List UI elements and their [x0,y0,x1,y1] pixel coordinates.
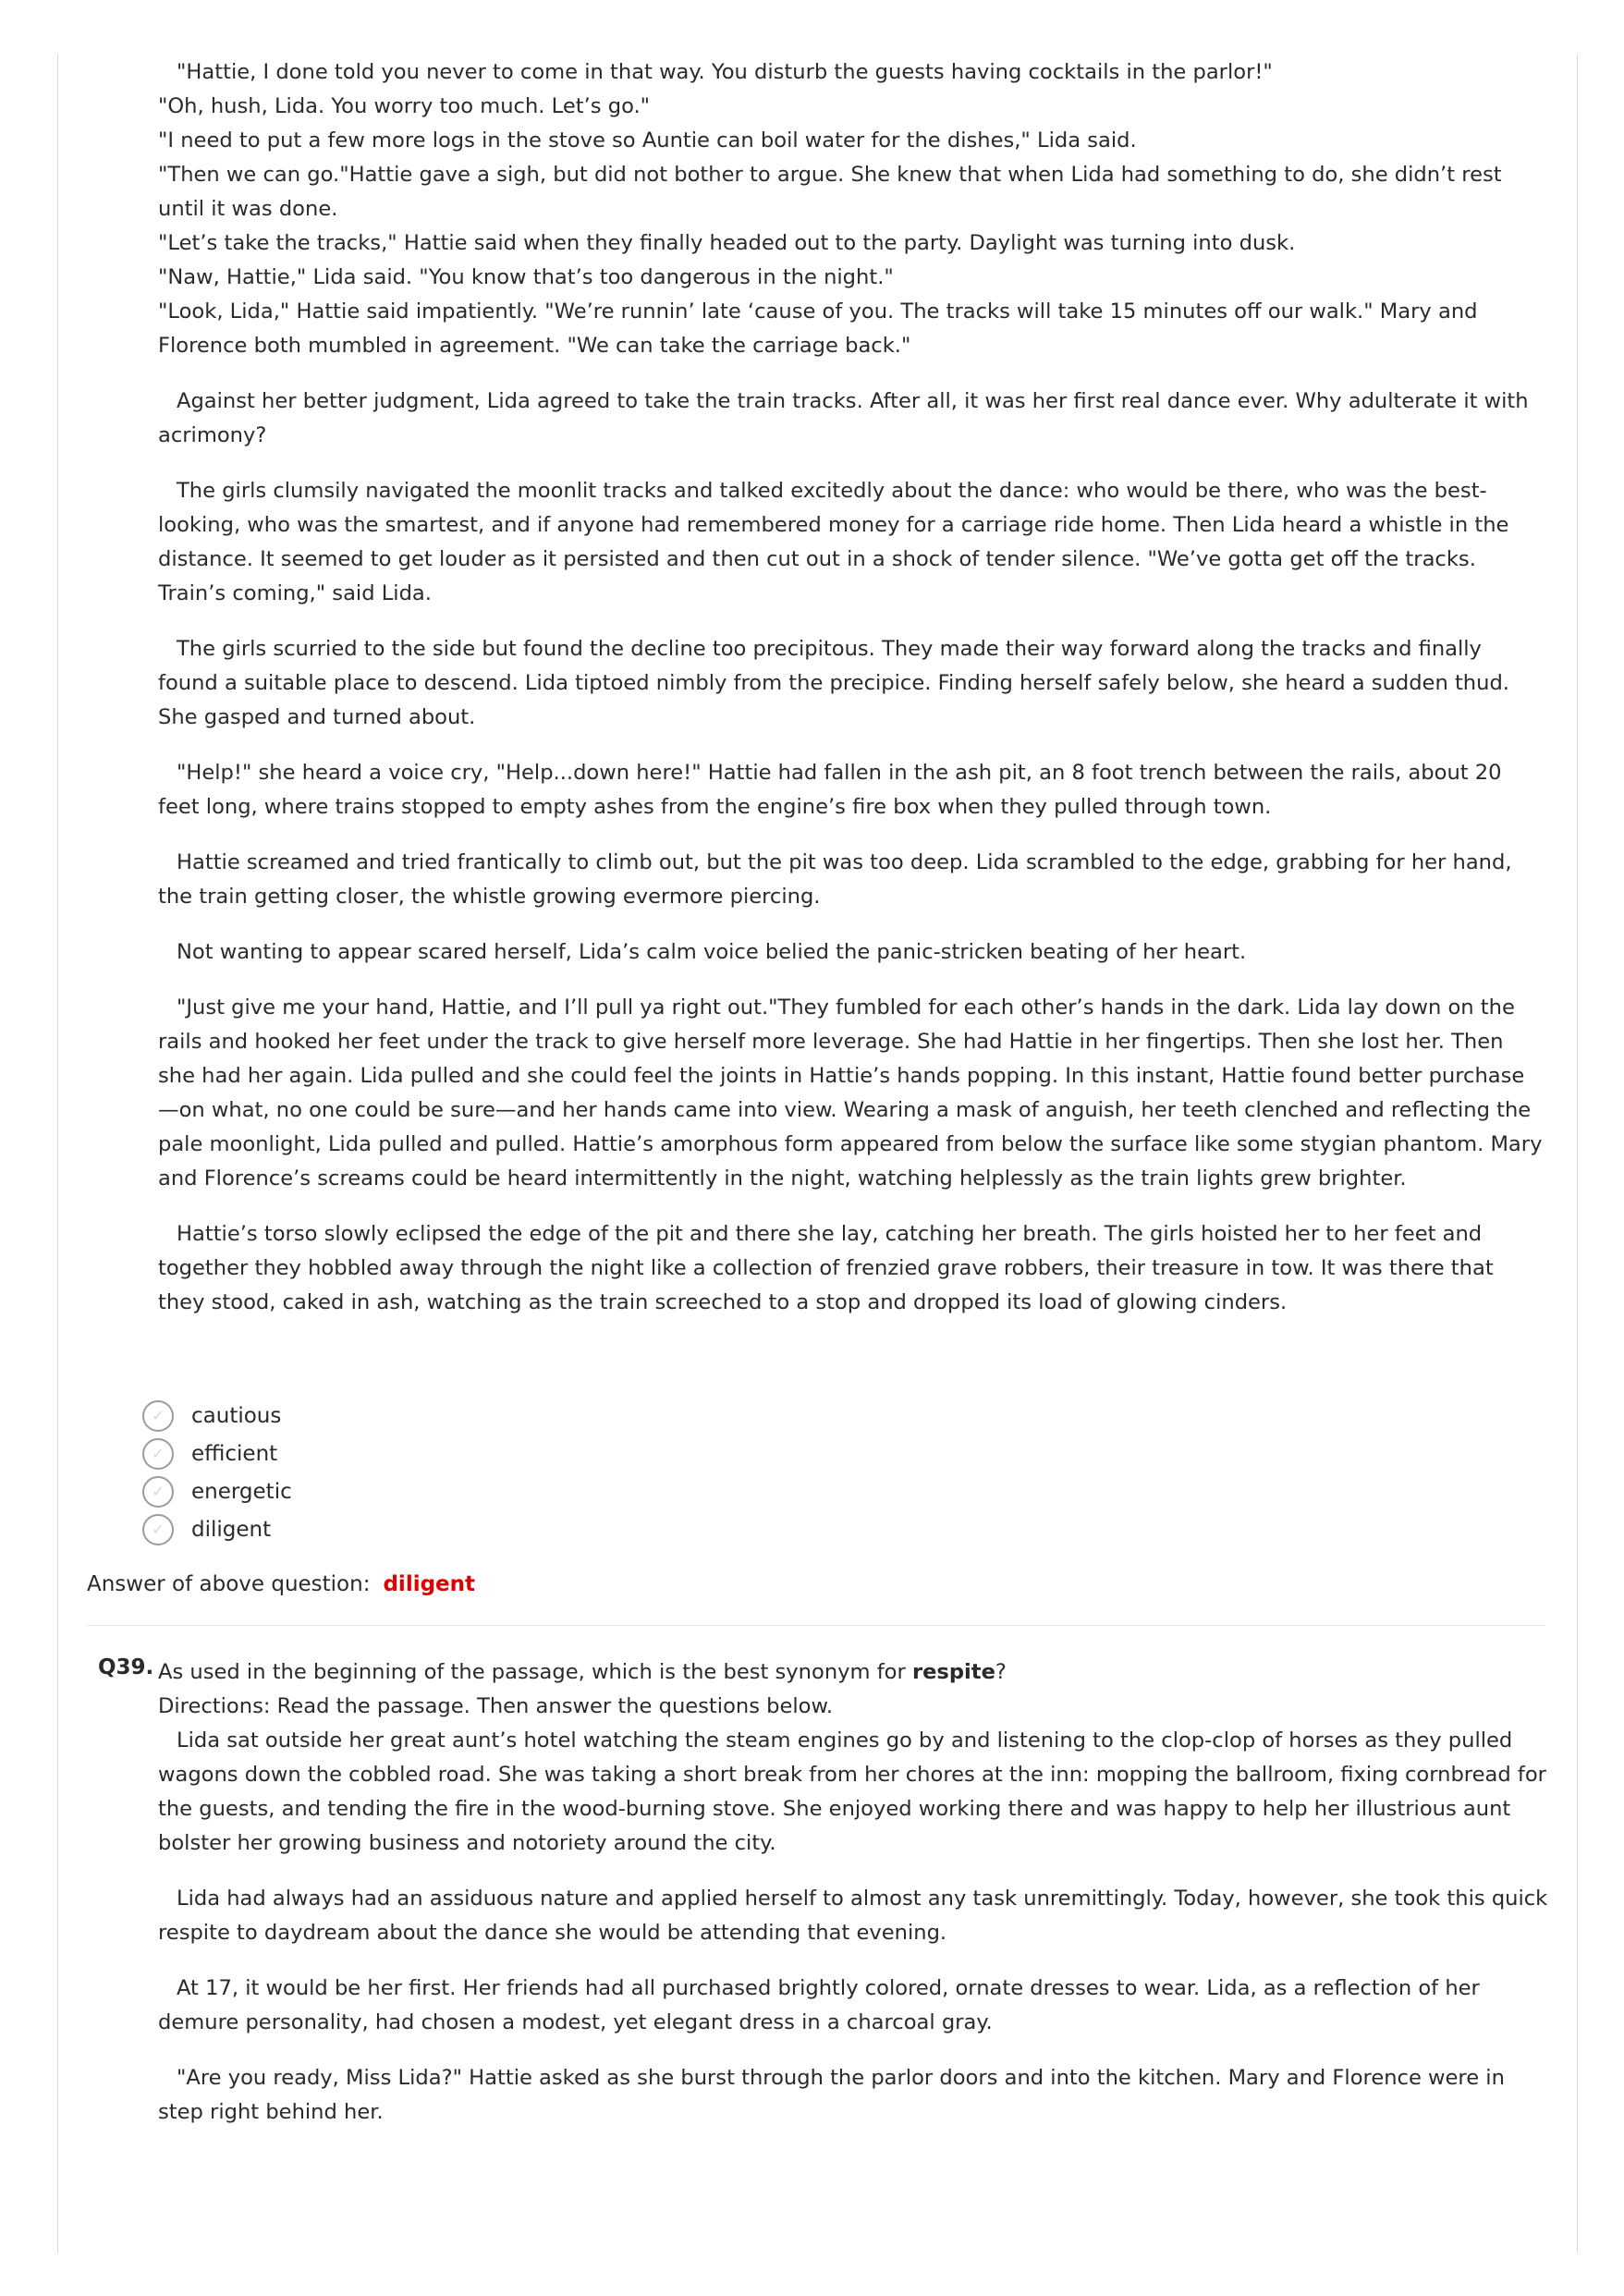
option-diligent[interactable] [142,1510,292,1548]
option-cautious[interactable] [142,1397,292,1435]
left-border [57,54,58,2253]
checkmark-icon: ✓ [152,1444,165,1462]
passage-paragraph: "Look, Lida," Hattie said impatiently. "We’re runnin’ late ‘cause of you. The tracks will take 15 minutes off our walk." Mary and Florence both mumbled in agreement. "We can take the carriage back." [158,299,1478,358]
passage-paragraph: "I need to put a few more logs in the stove so Auntie can boil water for the dishes," Lida said. [158,128,1137,153]
option-label: efficient [191,1441,278,1466]
passage-paragraph: "Just give me your hand, Hattie, and I’ll pull ya right out."They fumbled for each other’s hands in the dark. Lida lay down on the rails and hooked her feet under the track to give herself more leverage. She had Hattie in her fingertips. Then she lost her. Then she had her again. Lida pulled and she could feel the joints in Hattie’s hands popping. In this instant, Hattie found better purchase—on what, no one could be sure—and her hands came into view. Wearing a mask of anguish, her teeth clenched and reflecting the pale moonlight, Lida pulled and pulled. Hattie’s amorphous form appeared from below the surface like some stygian phantom. Mary and Florence’s screams could be heard intermittently in the night, watching helplessly as the train lights grew brighter. [158,995,1543,1191]
question-passage-paragraph: "Are you ready, Miss Lida?" Hattie asked as she burst through the parlor doors and into the kitchen. Mary and Florence were in step right behind her. [158,2066,1505,2124]
option-label: cautious [191,1403,282,1428]
passage-paragraph: "Oh, hush, Lida. You worry too much. Let’s go." [158,94,651,118]
answer-label: Answer of above question: [87,1572,371,1596]
option-efficient[interactable] [142,1435,292,1472]
checkmark-icon: ✓ [152,1406,165,1424]
question-number: Q39. [98,1655,154,1679]
radio-button[interactable] [142,1438,174,1470]
passage-paragraph: "Help!" she heard a voice cry, "Help...down here!" Hattie had fallen in the ash pit, an 8 foot trench between the rails, about 20 feet long, where trains stopped to empty ashes from the engine’s fire box when they pulled through town. [158,761,1502,819]
radio-button[interactable] [142,1400,174,1432]
answer-value: diligent [383,1572,476,1596]
passage-paragraph: "Then we can go."Hattie gave a sigh, but did not bother to argue. She knew that when Lida had something to do, she didn’t rest until it was done. [158,163,1502,221]
passage-paragraph: Hattie screamed and tried frantically to climb out, but the pit was too deep. Lida scrambled to the edge, grabbing for her hand, the train getting closer, the whistle growing evermore piercing. [158,850,1512,909]
passage-paragraph: The girls scurried to the side but found the decline too precipitous. They made their way forward along the tracks and finally found a suitable place to descend. Lida tiptoed nimbly from the precipice. Finding herself safely below, she heard a sudden thud. She gasped and turned about. [158,637,1509,729]
passage-paragraph: The girls clumsily navigated the moonlit tracks and talked excitedly about the dance: who would be there, who was the best-looking, who was the smartest, and if anyone had remembered money for a carriage ride home. Then Lida heard a whistle in the distance. It seemed to get louder as it persisted and then cut out in a shock of tender silence. "We’ve gotta get off the tracks. Train’s coming," said Lida. [158,479,1509,605]
question-block [158,1655,1549,2130]
answer-options [142,1397,292,1548]
question-suffix: ? [995,1660,1007,1684]
question-keyword: respite [911,1660,995,1684]
checkmark-icon: ✓ [152,1482,165,1500]
passage-paragraph: "Naw, Hattie," Lida said. "You know that’s too dangerous in the night." [158,265,894,289]
question-passage [158,1724,1549,2130]
radio-button[interactable] [142,1514,174,1545]
answer-line [87,1572,475,1596]
passage-paragraph: "Let’s take the tracks," Hattie said when they finally headed out to the party. Daylight was turning into dusk. [158,231,1296,255]
right-border [1577,54,1578,2253]
option-energetic[interactable] [142,1472,292,1510]
passage-continued [158,55,1545,1320]
question-text [158,1655,1549,1690]
question-passage-paragraph: Lida sat outside her great aunt’s hotel watching the steam engines go by and listening to the clop-clop of horses as they pulled wagons down the cobbled road. She was taking a short break from her chores at the inn: mopping the ballroom, fixing cornbread for the guests, and tending the fire in the wood-burning stove. She enjoyed working there and was happy to help her illustrious aunt bolster her growing business and notoriety around the city. [158,1728,1546,1855]
question-passage-paragraph: Lida had always had an assiduous nature and applied herself to almost any task unremittingly. Today, however, she took this quick respite to daydream about the dance she would be attending that evening. [158,1887,1548,1945]
passage-paragraph: "Hattie, I done told you never to come in that way. You disturb the guests having cocktails in the parlor!" [177,60,1273,84]
question-directions: Directions: Read the passage. Then answer the questions below. [158,1694,834,1718]
question-prefix: As used in the beginning of the passage, which is the best synonym for [158,1660,912,1684]
divider [87,1625,1545,1626]
passage-paragraph: Against her better judgment, Lida agreed to take the train tracks. After all, it was her first real dance ever. Why adulterate it with acrimony? [158,389,1529,447]
option-label: diligent [191,1517,272,1542]
checkmark-icon: ✓ [152,1520,165,1538]
option-label: energetic [191,1479,292,1504]
question-passage-paragraph: At 17, it would be her first. Her friends had all purchased brightly colored, ornate dresses to wear. Lida, as a reflection of her demure personality, had chosen a modest, yet elegant dress in a charcoal gray. [158,1976,1480,2034]
passage-paragraph: Hattie’s torso slowly eclipsed the edge of the pit and there she lay, catching her breath. The girls hoisted her to her feet and together they hobbled away through the night like a collection of frenzied grave robbers, their treasure in tow. It was there that they stood, caked in ash, watching as the train screeched to a stop and dropped its load of glowing cinders. [158,1222,1494,1314]
passage-paragraph: Not wanting to appear scared herself, Lida’s calm voice belied the panic-stricken beating of her heart. [177,940,1247,964]
radio-button[interactable] [142,1476,174,1508]
